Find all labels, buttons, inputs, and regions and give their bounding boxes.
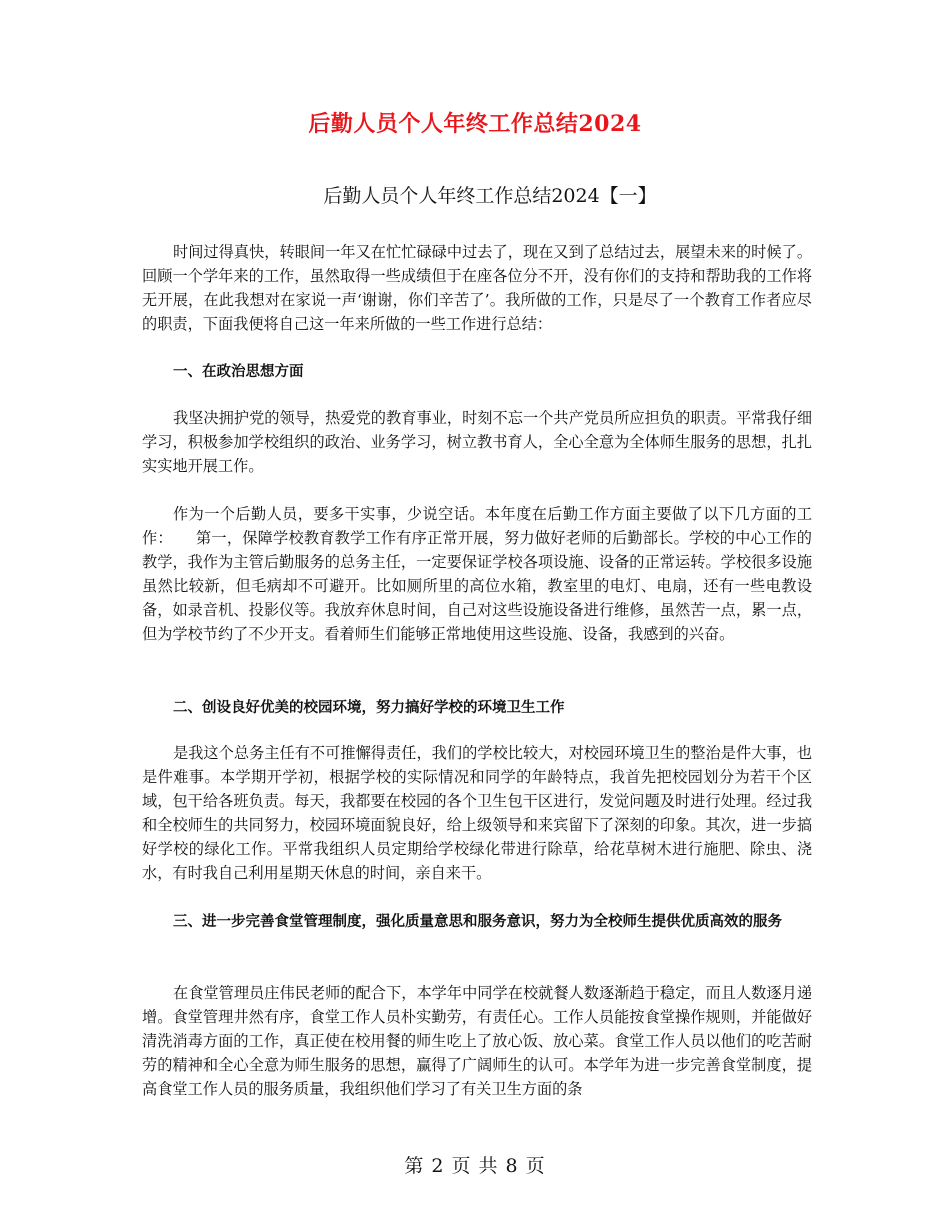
document-title: 后勤人员个人年终工作总结2024	[308, 111, 642, 137]
heading-politics: 一、在政治思想方面	[173, 363, 304, 380]
heading-environment: 二、创设良好优美的校园环境，努力搞好学校的环境卫生工作	[173, 699, 565, 716]
heading-canteen: 三、进一步完善食堂管理制度，强化质量意思和服务意识，努力为全校师生提供优质高效的服务	[173, 913, 782, 930]
intro-paragraph: 时间过得真快，转眼间一年又在忙忙碌碌中过去了，现在又到了总结过去，展望未来的时候了。回顾一个学年来的工作，虽然取得一些成绩但于在座各位分不开，没有你们的支持和帮助我的工作将无开展，在此我想对在家说一声‘谢谢，你们辛苦了’。我所做的工作，只是尽了一个教育工作者应尽的职责，下面我便将自己这一年来所做的一些工作进行总结：	[142, 243, 812, 333]
page-footer: 第 2 页 共 8 页	[404, 1155, 546, 1177]
environment-paragraph: 是我这个总务主任有不可推懈得责任，我们的学校比较大，对校园环境卫生的整治是件大事，也是件难事。本学期开学初，根据学校的实际情况和同学的年龄特点，我首先把校园划分为若干个区域，包干给各班负责。每天，我都要在校园的各个卫生包干区进行，发觉问题及时进行处理。经过我和全校师生的共同努力，校园环境面貌良好，给上级领导和来宾留下了深刻的印象。其次，进一步搞好学校的绿化工作。平常我组织人员定期给学校绿化带进行除草，给花草树木进行施肥、除虫、浇水，有时我自己利用星期天休息的时间，亲自来干。	[142, 744, 812, 882]
section-subtitle: 后勤人员个人年终工作总结2024【一】	[323, 185, 657, 207]
logistics-paragraph: 作为一个后勤人员，要多干实事，少说空话。本年度在后勤工作方面主要做了以下几方面的工作： 第一，保障学校教育教学工作有序正常开展，努力做好老师的后勤部长。学校的中心工作的教学，我作为主管后勤服务的总务主任，一定要保证学校各项设施、设备的正常运转。学校很多设施虽然比较新，但毛病却不可避开。比如厕所里的高位水箱，教室里的电灯、电扇，还有一些电教设备，如录音机、投影仪等。我放弃休息时间，自己对这些设施设备进行维修，虽然苦一点，累一点，但为学校节约了不少开支。看着师生们能够正常地使用这些设施、设备，我感到的兴奋。	[142, 505, 812, 643]
canteen-paragraph: 在食堂管理员庄伟民老师的配合下，本学年中同学在校就餐人数逐渐趋于稳定，而且人数逐月递增。食堂管理井然有序，食堂工作人员朴实勤劳，有责任心。工作人员能按食堂操作规则，并能做好清洗消毒方面的工作，真正使在校用餐的师生吃上了放心饭、放心菜。食堂工作人员以他们的吃苦耐劳的精神和全心全意为师生服务的思想，赢得了广阔师生的认可。本学年为进一步完善食堂制度，提高食堂工作人员的服务质量，我组织他们学习了有关卫生方面的条	[142, 984, 812, 1098]
politics-paragraph: 我坚决拥护党的领导，热爱党的教育事业，时刻不忘一个共产党员所应担负的职责。平常我仔细学习，积极参加学校组织的政治、业务学习，树立教书育人，全心全意为全体师生服务的思想，扎扎实实地开展工作。	[142, 409, 812, 475]
